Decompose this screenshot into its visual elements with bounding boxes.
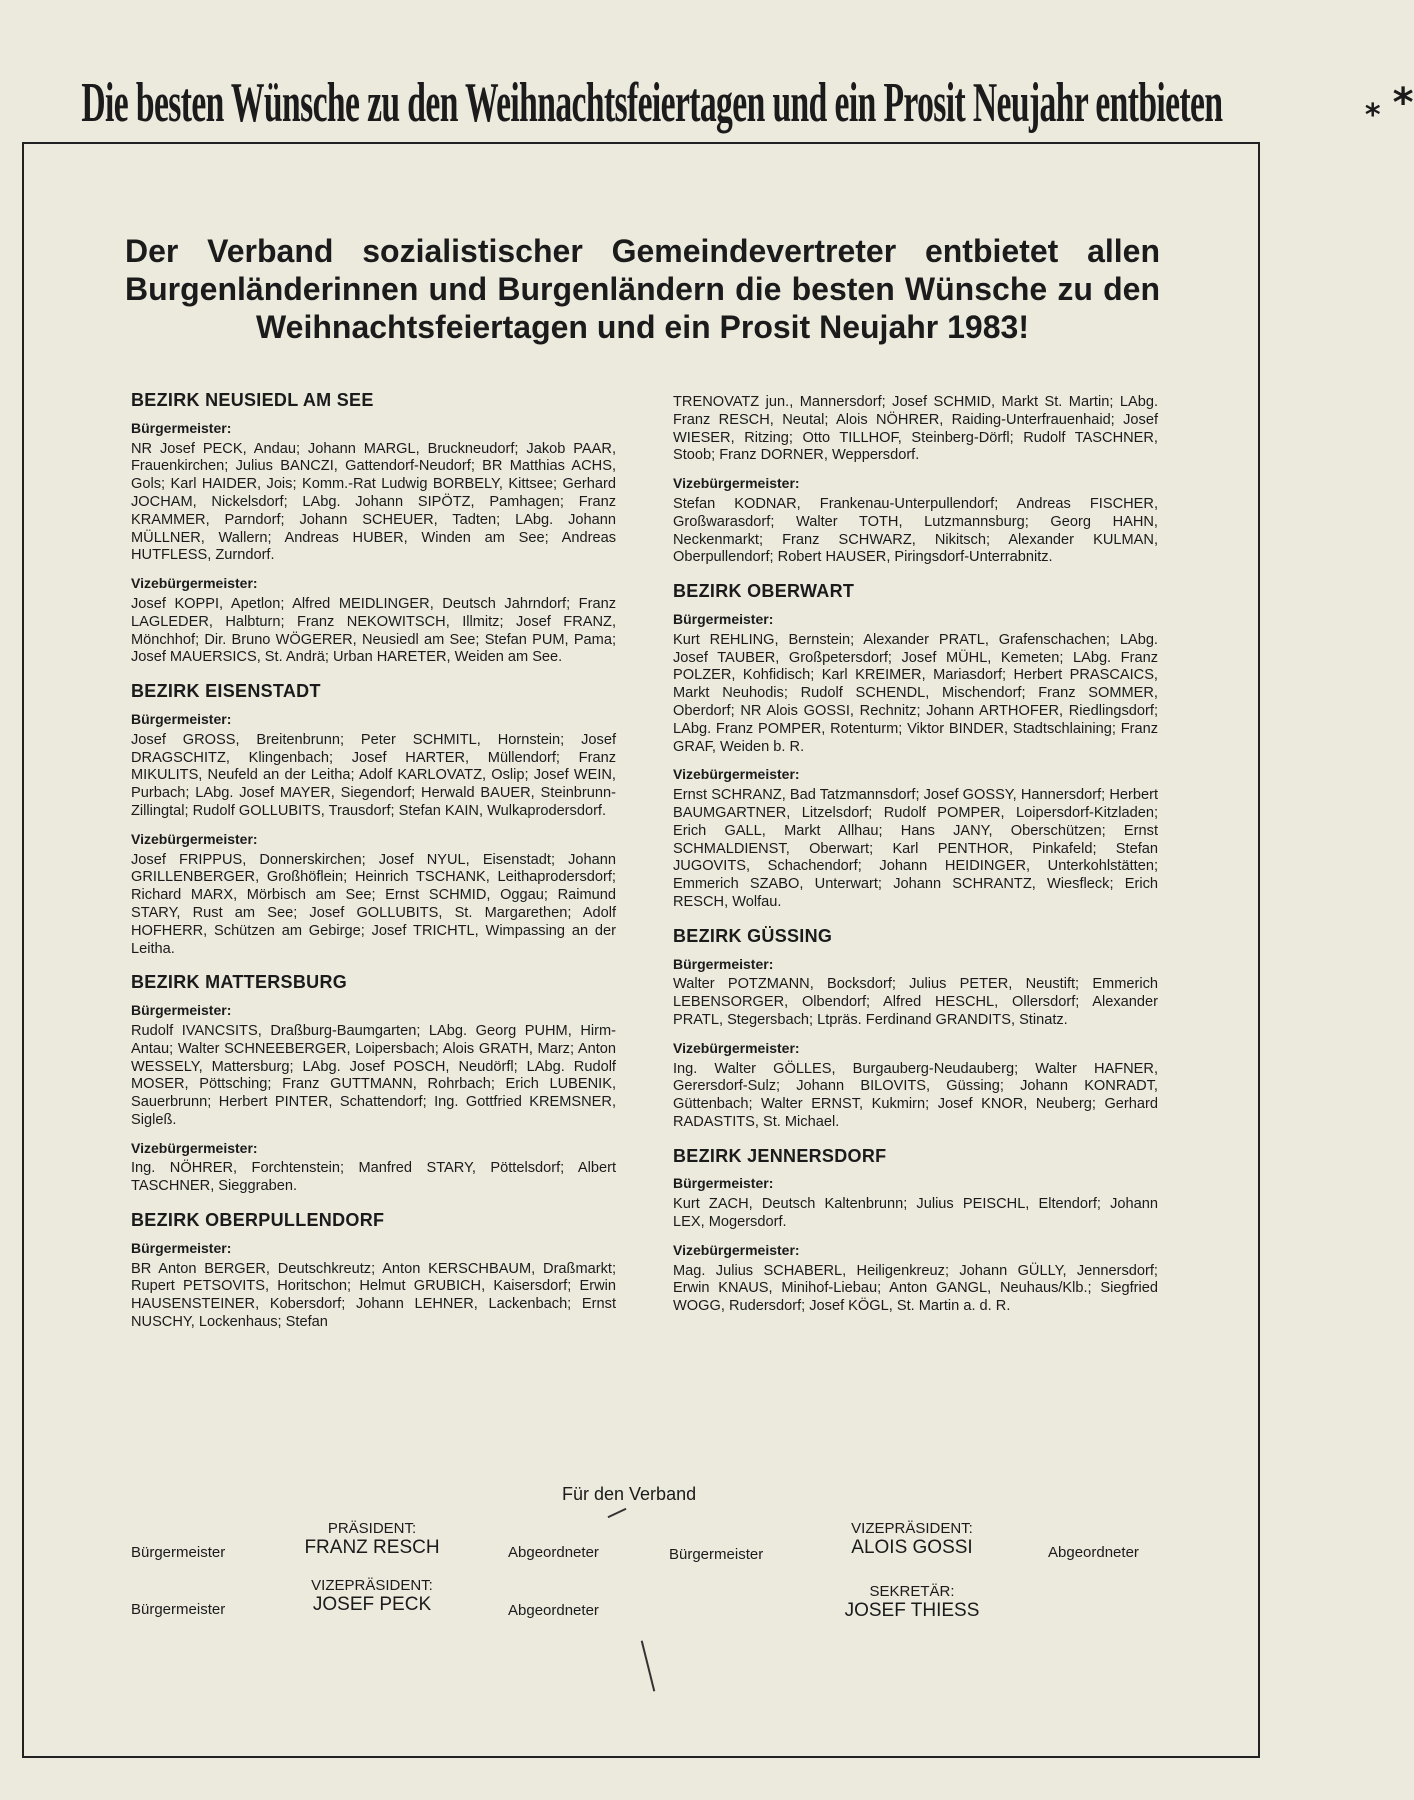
signature-block-president xyxy=(298,1520,446,1559)
role-label: Vizebürgermeister: xyxy=(673,1241,800,1258)
role-label: Vizebürgermeister: xyxy=(673,1039,800,1056)
district-title: BEZIRK NEUSIEDL AM SEE xyxy=(131,390,374,410)
names-list: Rudolf IVANCSITS, Draßburg-Baumgarten; LAbg. Georg PUHM, Hirm-Antau; Walter SCHNEEBERGER, Loipersbach; Alois GRATH, Marz; Anton WESSELY, Mattersburg; LAbg. Josef POSCH, Neudörfl; LAbg. Rudolf MOSER, Pöttsching; Franz GUTTMANN, Rohrbach; Erich LUBENIK, Sauerbrunn; Herbert PINTER, Schattendorf; Ing. Gottfried KREMSNER, Sigleß. xyxy=(131,1022,616,1128)
names-list: Mag. Julius SCHABERL, Heiligenkreuz; Johann GÜLLY, Jennersdorf; Erwin KNAUS, Minihof-Liebau; Anton GANGL, Neuhaus/Klb.; Siegfried WOGG, Rudersdorf; Josef KÖGL, St. Martin a. d. R. xyxy=(673,1262,1158,1315)
role-label: Vizebürgermeister: xyxy=(673,766,800,783)
signature-name: ALOIS GOSSI xyxy=(851,1537,973,1558)
signature-title: SEKRETÄR: xyxy=(869,1583,955,1600)
names-list: Josef GROSS, Breitenbrunn; Peter SCHMITL, Hornstein; Josef DRAGSCHITZ, Klingenbach; Josef HARTER, Müllendorf; Franz MIKULITS, Neufeld an der Leitha; Adolf KARLOVATZ, Oslip; Josef WEIN, Purbach; LAbg. Josef MAYER, Siegendorf; Herwald BAUER, Steinbrunn-Zillingtal; Rudolf GOLLUBITS, Trausdorf; Stefan KAIN, Wulkaprodersdorf. xyxy=(131,731,616,819)
district-title: BEZIRK OBERPULLENDORF xyxy=(131,1210,385,1231)
role-label: Bürgermeister: xyxy=(673,955,774,972)
signature-title: VIZEPRÄSIDENT: xyxy=(311,1577,433,1594)
district-title: BEZIRK JENNERSDORF xyxy=(673,1145,887,1166)
role-label: Bürgermeister: xyxy=(131,1239,232,1256)
role-label: Vizebürgermeister: xyxy=(131,575,258,592)
signature-role: Bürgermeister xyxy=(669,1546,764,1563)
star-icon: * xyxy=(1364,98,1381,133)
signature-name: FRANZ RESCH xyxy=(304,1537,440,1558)
district-title: BEZIRK MATTERSBURG xyxy=(131,972,348,993)
district-title: BEZIRK EISENSTADT xyxy=(131,681,321,702)
names-list: Josef FRIPPUS, Donnerskirchen; Josef NYUL, Eisenstadt; Johann GRILLENBERGER, Großhöflein; Heinrich TSCHANK, Leithaprodersdorf; Richard MARX, Mörbisch am See; Ernst SCHMID, Oggau; Raimund STARY, Rust am See; Josef GOLLUBITS, St. Margarethen; Adolf HOFHERR, Schützen am Gebirge; Josef TRICHTL, Wimpassing an der Leitha. xyxy=(131,851,616,957)
names-list: Kurt REHLING, Bernstein; Alexander PRATL, Grafenschachen; LAbg. Josef TAUBER, Großpetersdorf; Josef MÜHL, Kemeten; LAbg. Franz POLZER, Kohfidisch; Karl KREIMER, Mariasdorf; Herbert PRASCAICS, Markt Neuhodis; Rudolf SCHENDL, Mischendorf; Franz SOMMER, Oberdorf; NR Alois GOSSI, Rechnitz; Johann ARTHOFER, Riedlingsdorf; LAbg. Franz POMPER, Rotenturm; Viktor BINDER, Stadtschlaining; Franz GRAF, Weiden b. R. xyxy=(673,631,1158,755)
names-list: Josef KOPPI, Apetlon; Alfred MEIDLINGER, Deutsch Jahrndorf; Franz LAGLEDER, Halbturn; Franz NEKOWITSCH, Illmitz; Josef FRANZ, Mönchhof; Dir. Bruno WÖGERER, Neusiedl am See; Stefan PUM, Pama; Josef MAUERSICS, St. Andrä; Urban HARETER, Weiden am See. xyxy=(131,595,616,666)
banner-title: Die besten Wünsche zu den Weihnachtsfeiertagen und ein Prosit Neujahr entbieten xyxy=(81,72,1223,134)
signature-role: Abgeordneter xyxy=(508,1544,599,1561)
signature-title: VIZEPRÄSIDENT: xyxy=(851,1520,973,1537)
star-icon: * xyxy=(1392,80,1414,126)
signature-role: Bürgermeister xyxy=(131,1544,226,1561)
role-label: Bürgermeister: xyxy=(131,710,232,727)
role-label: Bürgermeister: xyxy=(673,1175,774,1192)
names-list: Ernst SCHRANZ, Bad Tatzmannsdorf; Josef GOSSY, Hannersdorf; Herbert BAUMGARTNER, Litzelsdorf; Rudolf POMPER, Loipersdorf-Kitzladen; Erich GALL, Markt Allhau; Hans JANY, Oberschützen; Ernst SCHMALDIENST, Oberwart; Karl PENTHOR, Pinkafeld; Stefan JUGOVITS, Schachendorf; Johann HEIDINGER, Unterkohlstätten; Emmerich SZABO, Unterwart; Johann SCHRANTZ, Wiesfleck; Erich RESCH, Wolfau. xyxy=(673,787,1158,910)
signature-name: JOSEF PECK xyxy=(312,1594,432,1615)
names-list: Ing. Walter GÖLLES, Burgauberg-Neudauberg; Walter HAFNER, Gerersdorf-Sulz; Johann BILOVITS, Güssing; Johann KONRADT, Güttenbach; Walter ERNST, Kukmirn; Josef KNOR, Neuberg; Gerhard RADASTITS, St. Michael. xyxy=(673,1060,1158,1130)
greeting-banner xyxy=(18,64,1414,142)
names-list: NR Josef PECK, Andau; Johann MARGL, Bruckneudorf; Jakob PAAR, Frauenkirchen; Julius BANCZI, Gattendorf-Neudorf; BR Matthias ACHS, Gols; Karl HAIDER, Jois; Komm.-Rat Ludwig BORBELY, Kittsee; Gerhard JOCHAM, Nickelsdorf; LAbg. Johann SIPÖTZ, Pamhagen; Franz KRAMMER, Parndorf; Johann SCHEUER, Tadten; LAbg. Johann MÜLLNER, Wallern; Andreas HUBER, Winden am See; Andreas HUTFLESS, Zurndorf. xyxy=(131,440,616,564)
role-label: Vizebürgermeister: xyxy=(131,830,258,847)
right-column xyxy=(673,394,1158,1316)
role-label: Vizebürgermeister: xyxy=(673,475,800,492)
role-label: Bürgermeister: xyxy=(673,610,774,627)
signature-role: Abgeordneter xyxy=(508,1602,599,1619)
signature-block-vicepresident xyxy=(298,1577,446,1616)
signature-title: PRÄSIDENT: xyxy=(327,1520,417,1537)
left-column xyxy=(131,392,616,1332)
signature-block-vicepresident xyxy=(838,1520,986,1559)
names-list: BR Anton BERGER, Deutschkreutz; Anton KERSCHBAUM, Draßmarkt; Rupert PETSOVITS, Horitschon; Helmut GRUBICH, Kaisersdorf; Erwin HAUSENSTEINER, Kobersdorf; Johann LEHNER, Lackenbach; Ernst NUSCHY, Lockenhaus; Stefan xyxy=(131,1260,616,1331)
page-headline: Der Verband sozialistischer Gemeindevertreter entbietet allen Burgenländerinnen und Burgenländern die besten Wünsche zu den Weihnachtsfeiertagen und ein Prosit Neujahr 1983! xyxy=(125,233,1160,345)
signature-heading: Für den Verband xyxy=(562,1484,697,1504)
role-label: Bürgermeister: xyxy=(131,1002,232,1019)
names-list: Kurt ZACH, Deutsch Kaltenbrunn; Julius PEISCHL, Eltendorf; Johann LEX, Mogersdorf. xyxy=(673,1196,1158,1231)
names-list: TRENOVATZ jun., Mannersdorf; Josef SCHMID, Markt St. Martin; LAbg. Franz RESCH, Neutal; Alois NÖHRER, Raiding-Unterfrauenhaid; Josef WIESER, Ritzing; Otto TILLHOF, Steinberg-Dörfl; Rudolf TASCHNER, Stoob; Franz DORNER, Weppersdorf. xyxy=(673,394,1158,464)
names-list: Walter POTZMANN, Bocksdorf; Julius PETER, Neustift; Emmerich LEBENSORGER, Olbendorf; Alfred HESCHL, Ollersdorf; Alexander PRATL, Stegersbach; Ltpräs. Ferdinand GRANDITS, Stinatz. xyxy=(673,976,1158,1028)
names-list: Ing. NÖHRER, Forchtenstein; Manfred STARY, Pöttelsdorf; Albert TASCHNER, Sieggraben. xyxy=(131,1160,616,1195)
signature-name: JOSEF THIESS xyxy=(844,1600,980,1621)
signature-block-secretary xyxy=(838,1583,986,1622)
signature-role: Abgeordneter xyxy=(1048,1544,1139,1561)
role-label: Vizebürgermeister: xyxy=(131,1139,258,1156)
district-title: BEZIRK GÜSSING xyxy=(673,925,833,946)
signature-role: Bürgermeister xyxy=(131,1601,226,1618)
role-label: Bürgermeister: xyxy=(131,419,232,436)
names-list: Stefan KODNAR, Frankenau-Unterpullendorf; Andreas FISCHER, Großwarasdorf; Walter TOTH, Lutzmannsburg; Georg HAHN, Neckenmarkt; Franz SCHWARZ, Nikitsch; Alexander KULMAN, Oberpullendorf; Robert HAUSER, Piringsdorf-Unterrabnitz. xyxy=(673,495,1158,566)
district-title: BEZIRK OBERWART xyxy=(673,581,855,602)
